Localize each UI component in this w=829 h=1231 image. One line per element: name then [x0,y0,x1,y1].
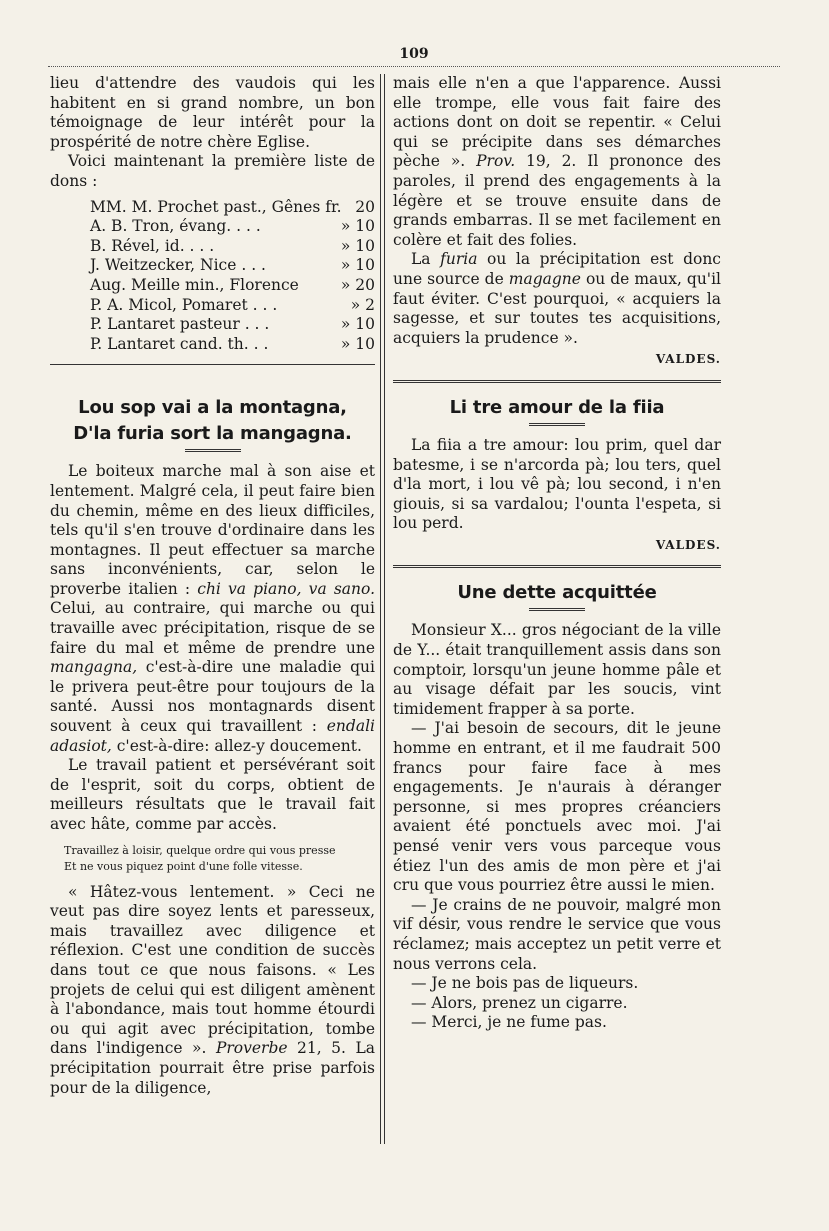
poem: La fiia a tre amour: lou prim, quel dar batesme, i se n'arcorda pà; lou ters, quel d'la mort, i lou vê pà; lou second, i n'en giouis, si sa vardalou; l'ounta l'espeta, si lou perd. [393,435,721,533]
article-title: Lou sop vai a la montagna, [78,397,347,419]
title-rule [529,423,585,426]
paragraph: mais elle n'en a que l'apparence. Aussi elle trompe, elle vous fait faire des actions dont on doit se repentir. « Celui qui se précipite dans ses démarches pèche ». Prov. 19, 2. Il prononce des paroles, il prend des engagements à la légère et se trouve ensuite dans de grands embarras. Il se met facilement en colère et fait des folies. [393,74,721,249]
donation-list [50,198,375,355]
list-item: P. Lantaret cand. th. . . » 10 [90,334,375,353]
left-column [50,74,375,1098]
paragraph: — Je crains de ne pouvoir, malgré mon vif désir, vous rendre le service que vous réclamez; mais acceptez un petit verre et nous verrons cela. [393,895,721,973]
verse: Travaillez à loisir, quelque ordre qui vous presse Et ne vous piquez point d'une folle vitesse. [64,843,336,873]
section-rule [393,380,721,383]
paragraph: — Alors, prenez un cigarre. [411,993,628,1012]
paragraph: La furia ou la précipitation est donc une source de magagne ou de maux, qu'il faut éviter. C'est pourquoi, « acquiers la sagesse, et sur toutes tes acquisitions, acquiers la prudence ». [393,250,721,347]
page-number: 109 [399,46,429,62]
paragraph: Voici maintenant la première liste de dons : [50,152,375,190]
signature: VALDES. [655,352,721,367]
section-rule [393,565,721,568]
paragraph: Monsieur X... gros négociant de la ville de Y... était tranquillement assis dans son comptoir, lorsqu'un jeune homme pâle et au visage défait par les soucis, vint timidement frapper à sa porte. [393,621,721,718]
column-divider [380,74,381,1144]
title-rule [529,608,585,611]
page-header [48,42,780,67]
article-title: Li tre amour de la fiia [449,396,665,418]
list-item: B. Rével, id. . . . » 10 [90,236,375,255]
article-title: D'la furia sort la mangagna. [73,423,352,445]
paragraph: Le boiteux marche mal à son aise et lentement. Malgré cela, il peut faire bien du chemin, même en des lieux difficiles, tels qu'il s'en trouve d'ordinaire dans les montagnes. Il peut effectuer sa marche sans inconvénients, car, selon le proverbe italien : chi va piano, va sano. Celui, au contraire, qui marche ou qui travaille avec précipitation, risque de se faire du mal et même de prendre une mangagna, c'est-à-dire une maladie qui le privera peut-être pour toujours de la santé. Aussi nos montagnards disent souvent à ceux qui travaillent : endali adasiot, c'est-à-dire: allez-y doucement. [50,462,375,755]
list-item: A. B. Tron, évang. . . . » 10 [90,217,375,236]
title-rule [185,449,241,452]
list-item: P. Lantaret pasteur . . . » 10 [90,315,375,334]
column-divider [384,74,385,1144]
list-item: Aug. Meille min., Florence » 20 [90,275,375,294]
list-item: P. A. Micol, Pomaret . . . » 2 [90,295,375,314]
signature: VALDES. [655,537,721,552]
paragraph: — J'ai besoin de secours, dit le jeune homme en entrant, et il me faudrait 500 francs pour faire face à mes engagements. Je n'aurais à déranger personne, si mes propres créanciers avaient été ponctuels avec moi. J'ai pensé venir vers vous parceque vous étiez l'un des amis de mon père et j'ai cru que vous pourriez être aussi le mien. [393,719,721,895]
paragraph: — Merci, je ne fume pas. [411,1013,607,1032]
list-item: J. Weitzecker, Nice . . . » 10 [90,256,375,275]
right-column [393,74,721,1033]
list-item: MM. M. Prochet past., Gênes fr. 20 [90,197,375,216]
paragraph: — Je ne bois pas de liqueurs. [411,974,639,993]
article-title: Une dette acquittée [457,582,657,604]
paragraph: lieu d'attendre des vaudois qui les habitent en si grand nombre, un bon témoignage de leur intérêt pour la prospérité de notre chère Eglise. [50,74,375,151]
paragraph: « Hâtez-vous lentement. » Ceci ne veut pas dire soyez lents et paresseux, mais travaillez avec diligence et réflexion. C'est une condition de succès dans tout ce que nous faisons. « Les projets de celui qui est diligent amènent à l'abondance, mais tout homme étourdi ou qui agit avec précipitation, tombe dans l'indigence ». Proverbe 21, 5. La précipitation pourrait être prise parfois pour de la diligence, [50,882,375,1097]
paragraph: Le travail patient et persévérant soit de l'esprit, soit du corps, obtient de meilleurs résultats que le travail fait avec hâte, comme par accès. [50,756,375,833]
section-rule [50,364,375,365]
